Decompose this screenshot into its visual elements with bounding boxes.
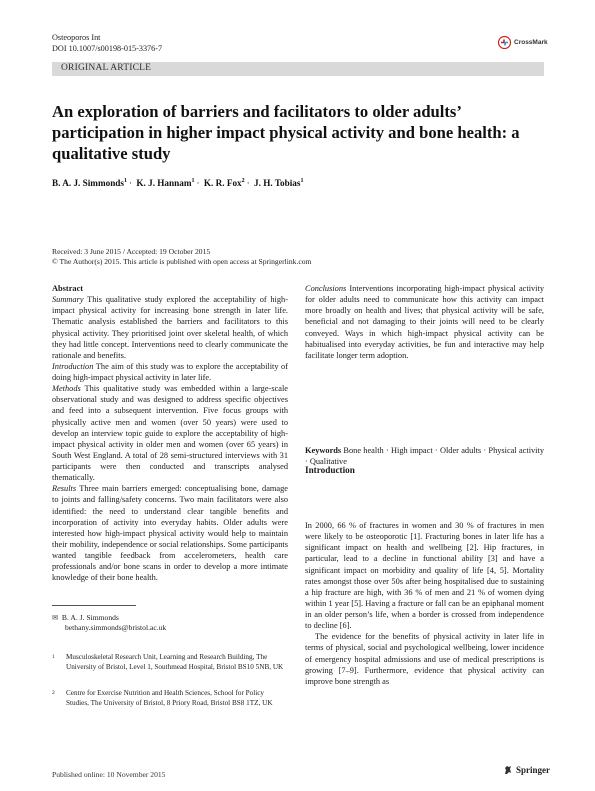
abstract-continued [305, 283, 544, 361]
abstract-results: Results Three main barriers emerged: conceptualising bone, damage to joints and falling/safety concerns. Two main facilitators were also identified: the need to understand clear tangible benefits and incorporation of activity into everyday habits. Older adults were interested how high-impact physical activity would help to maintain their mobility, independence or social relationships. Some participants wanted tangible feedback from accelerometers, health care professionals and/or bone scans in order to develop a more intimate knowledge of their bone health. [52, 484, 288, 583]
introduction-paragraph: In 2000, 66 % of fractures in women and 30 % of fractures in men were likely to be osteoporotic [1]. Fracturing bones in later life has a significant impact on health and wellbeing [2]. Hip fractures, in particular, lead to a decline in functional ability [3] and have a significant impact on morbidity and quality of life [4, 5]. Mortality rates amongst those over 50s after being hospitalised due to sustaining a hip fracture are high, with 36 % of men and 21 % of women dying within 1 year [5]. Having a fracture or fall can be an epiphanal moment in an older person’s life, when a border is crossed from independence to decline [6]. [305, 521, 544, 631]
crossmark-badge[interactable] [498, 35, 558, 49]
abstract-conclusions: Conclusions Interventions incorporating high-impact physical activity for older adults need to communicate how this activity can impact more broadly on health and lives; that physical activity will be safe, beneficial and not damaging to their joints will need to be clearly conveyed. Ways in which high-impact physical activity can be habitualised into everyday activities, be fun and interactive may help facilitate longer term adoption. [305, 284, 544, 360]
springer-logo [503, 765, 550, 775]
keywords [305, 445, 544, 467]
abstract-introduction: Introduction The aim of this study was to explore the acceptability of doing high-impact physical activity in later life. [52, 361, 288, 382]
abstract-methods: Methods This qualitative study was embedded within a large-scale observational study and was designed to address specific objectives and feed into a subsequent intervention. Five focus groups with physically active men and women (over 50 years) were used to develop an interview topic guide to explore the acceptability of high-impact physical activity in older men and women (over 65 years) in South West England. A total of 28 semi-structured interviews with 31 participants were then conducted and transcripts analysed thematically. [52, 384, 288, 483]
author-list [52, 178, 544, 188]
keywords-text: Bone health · High impact · Older adults · Physical activity · Qualitative [305, 446, 544, 467]
keywords-label: Keywords [305, 446, 342, 455]
author[interactable]: J. H. Tobias$^1$ [254, 178, 304, 189]
introduction-paragraph: The evidence for the benefits of physical activity in later life in terms of physical, social and psychological wellbeing, lower incidence of emergency hospital admissions and use of medical prescriptions is growing [7–9]. Furthermore, evidence that physical activity can improve bone strength as [305, 632, 544, 686]
abstract-summary: Summary This qualitative study explored the acceptability of high-impact physical activity for increasing bone strength in later life. Thematic analysis established the barriers and facilitators to this physical activity. They prioritised joint over skeletal health, of which they had little concept. Interventions need to clearly communicate the rationale and benefits. [52, 295, 288, 360]
footnote-divider [52, 605, 136, 606]
springer-horse-icon [503, 765, 513, 775]
abstract [52, 283, 288, 583]
journal-name: Osteoporos Int [52, 33, 101, 42]
introduction-body [305, 520, 544, 687]
article-type-label: ORIGINAL ARTICLE [61, 63, 152, 73]
affiliation-number: 2 [52, 690, 55, 696]
author-separator: · [246, 178, 250, 189]
affiliation-number: 1 [52, 654, 55, 660]
affiliation-text: Musculoskeletal Research Unit, Learning and Research Building, The University of Bristol, Level 1, Southmead Hospital, Bristol BS10 5NB, UK [66, 653, 284, 671]
author[interactable]: K. R. Fox$^2$ [203, 178, 245, 189]
correspondence-name: B. A. J. Simmonds [61, 613, 119, 622]
license-line: © The Author(s) 2015. This article is published with open access at Springerlink.com [52, 257, 312, 266]
correspondence-email[interactable]: bethany.simmonds@bristol.ac.uk [65, 623, 167, 632]
received-accepted: Received: 3 June 2015 / Accepted: 19 October 2015 [52, 247, 211, 256]
affiliation-text: Centre for Exercise Nutrition and Health Sciences, School for Policy Studies, The University of Bristol, 8 Priory Road, Bristol BS8 1TZ, UK [66, 689, 273, 707]
springer-label: Springer [516, 765, 551, 775]
article-dates [52, 247, 311, 267]
published-online: Published online: 10 November 2015 [52, 770, 166, 779]
doi[interactable]: DOI 10.1007/s00198-015-3376-7 [52, 44, 163, 53]
author-separator: · [129, 178, 133, 189]
journal-header [52, 32, 162, 54]
author-separator: · [196, 178, 200, 189]
affiliation [52, 689, 288, 719]
article-type-banner [52, 62, 544, 76]
author[interactable]: B. A. J. Simmonds$^1$ [52, 178, 127, 189]
envelope-icon: ✉ [52, 613, 59, 622]
abstract-heading: Abstract [52, 284, 84, 293]
crossmark-label: CrossMark [514, 38, 548, 46]
article-title: An exploration of barriers and facilitators to older adults’ participation in higher impact physical activity and bone health: a qualitative study [52, 102, 520, 163]
correspondence [52, 613, 166, 633]
crossmark-icon [498, 36, 511, 49]
introduction-heading: Introduction [305, 465, 355, 475]
author[interactable]: K. J. Hannam$^1$ [136, 178, 195, 189]
affiliation [52, 653, 288, 683]
